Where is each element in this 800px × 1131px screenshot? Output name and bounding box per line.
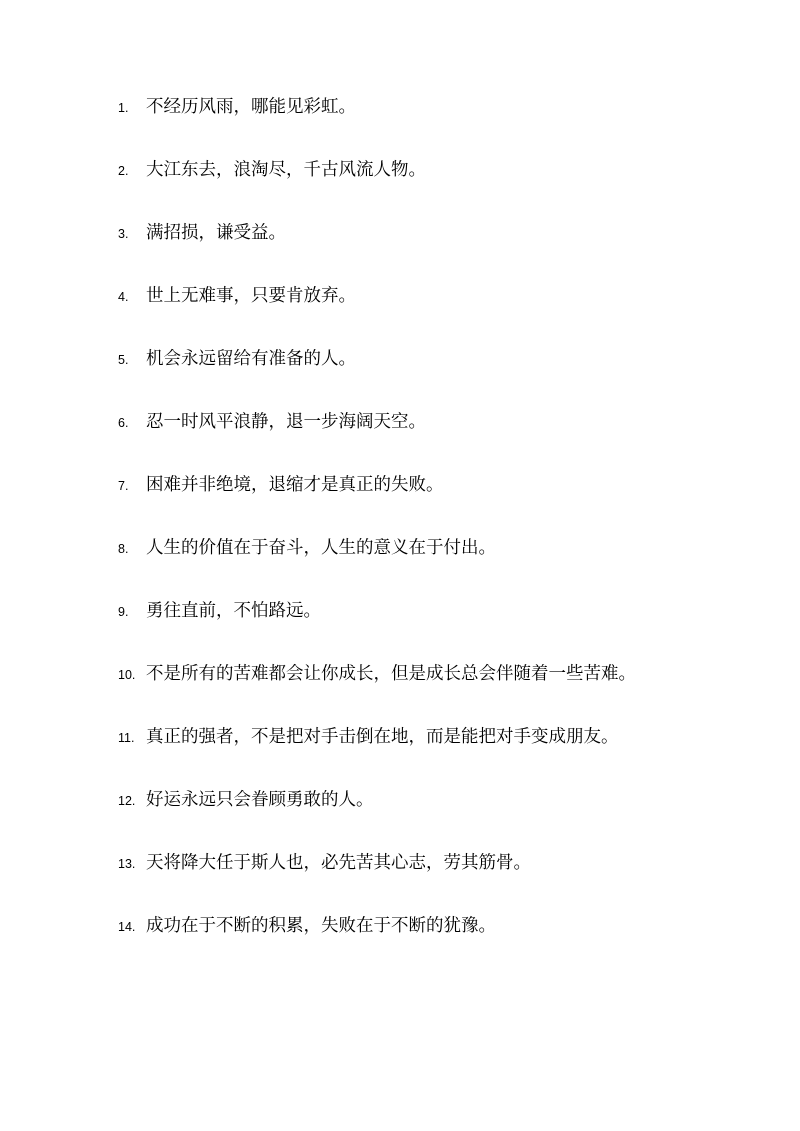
item-text: 大江东去，浪淘尽，千古风流人物。 [146, 159, 426, 180]
item-number: 13. [118, 856, 136, 871]
item-number: 14. [118, 919, 136, 934]
item-text: 勇往直前，不怕路远。 [146, 600, 321, 621]
item-number: 5. [118, 352, 129, 367]
list-item [118, 596, 718, 627]
item-number: 11. [118, 730, 135, 745]
item-number: 8. [118, 541, 129, 556]
list-item [118, 533, 718, 564]
item-number: 1. [118, 100, 129, 115]
item-number: 9. [118, 604, 129, 619]
item-text: 世上无难事，只要肯放弃。 [146, 285, 356, 306]
item-number: 6. [118, 415, 129, 430]
list-item [118, 848, 718, 879]
list-item [118, 92, 718, 123]
item-number: 12. [118, 793, 136, 808]
item-text: 人生的价值在于奋斗，人生的意义在于付出。 [146, 537, 496, 558]
list-item [118, 659, 718, 690]
item-number: 4. [118, 289, 129, 304]
list-item [118, 155, 718, 186]
list-item [118, 911, 718, 942]
item-text: 天将降大任于斯人也，必先苦其心志，劳其筋骨。 [146, 852, 531, 873]
item-text: 困难并非绝境，退缩才是真正的失败。 [146, 474, 444, 495]
quote-list [118, 92, 718, 974]
item-text: 满招损，谦受益。 [146, 222, 286, 243]
item-text: 成功在于不断的积累，失败在于不断的犹豫。 [146, 915, 496, 936]
item-number: 3. [118, 226, 129, 241]
item-number: 10. [118, 667, 136, 682]
list-item [118, 470, 718, 501]
list-item [118, 785, 718, 816]
list-item [118, 218, 718, 249]
item-text: 不经历风雨，哪能见彩虹。 [146, 96, 356, 117]
list-item [118, 407, 718, 438]
item-text: 忍一时风平浪静，退一步海阔天空。 [146, 411, 426, 432]
list-item [118, 281, 718, 312]
item-text: 不是所有的苦难都会让你成长，但是成长总会伴随着一些苦难。 [146, 663, 636, 684]
item-text: 机会永远留给有准备的人。 [146, 348, 356, 369]
item-text: 真正的强者，不是把对手击倒在地，而是能把对手变成朋友。 [146, 726, 619, 747]
item-number: 7. [118, 478, 129, 493]
item-number: 2. [118, 163, 129, 178]
list-item [118, 344, 718, 375]
list-item [118, 722, 718, 753]
item-text: 好运永远只会眷顾勇敢的人。 [146, 789, 374, 810]
